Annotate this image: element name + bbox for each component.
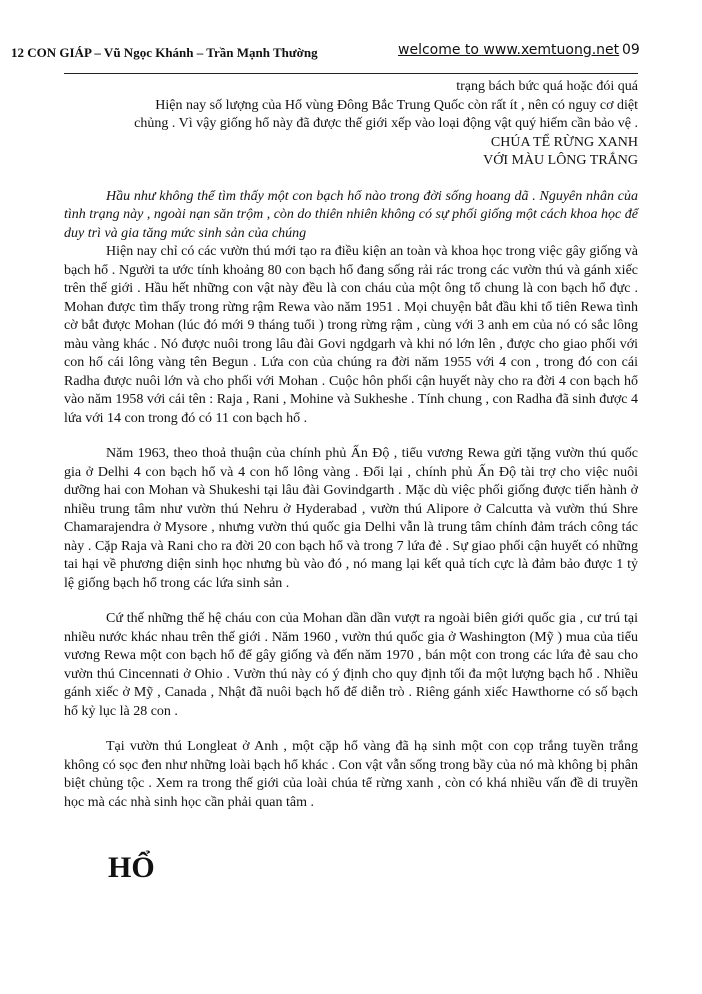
spacer <box>64 171 638 188</box>
paragraph-1963: Năm 1963, theo thoả thuận của chính phủ Ấn Độ , tiểu vương Rewa gửi tặng vườn thú quốc gia ở Delhi 4 con bạch hổ và 4 con hổ lông vàng . Đổi lại , chính phủ Ấn Độ tài trợ cho việc nuôi dưỡng hai con Mohan và Shukeshi tại lâu đài Govindgarth . Mặc dù việc phối giống được tiến hành ở nhiều trung tâm như vườn thú Nehru ở Hyderabad , vườn thú Alipore ở Calcutta và vườn thú Shre Chamarajendra ở Mysore , nhưng vườn thú quốc gia Delhi vẫn là trung tâm chính đảm trách công tác này . Cặp Raja và Rani cho ra đời 20 con bạch hổ và trong 7 lứa đẻ . Sự giao phối cận huyết có những tai hại về phương diện sinh học nhưng bù vào đó , nó mang lại kết quả tích cực là đảm bảo được 1 tỷ lệ giống bạch hổ trong các lứa sinh sản . <box>64 446 638 591</box>
paragraph-intro: Hầu như không thể tìm thấy một con bạch hổ nào trong đời sống hoang dã . Nguyên nhân của tình trạng này , ngoài nạn săn trộm , còn do thiên nhiên không có sự phối giống một cách khoa học để duy trì và gia tăng mức sinh sản của chúng <box>64 188 638 241</box>
book-title: 12 CON GIÁP – Vũ Ngọc Khánh – Trần Mạnh Thường <box>11 45 318 60</box>
intro-line-2: chủng . Vì vậy giống hổ này đã được thế giới xếp vào loại động vật quý hiếm cần bảo vệ . <box>134 116 638 131</box>
header-divider <box>64 73 638 74</box>
continued-fragment: trạng bách bức quá hoặc đói quá <box>456 79 638 94</box>
page-body <box>64 78 638 812</box>
page-number: 09 <box>622 42 640 58</box>
section-heading-ho: HỔ <box>108 851 155 884</box>
spacer <box>64 721 638 738</box>
intro-line-1: Hiện nay số lượng của Hổ vùng Đông Bắc Trung Quốc còn rất ít , nên có nguy cơ diệt <box>155 97 638 113</box>
paragraph-longleat: Tại vườn thú Longleat ở Anh , một cặp hổ vàng đã hạ sinh một con cọp trắng tuyền trắng không có sọc đen như những loài bạch hổ khác . Con vật vẫn sống trong bầy của nó mà không bị phân biệt chủng tộc . Xem ra trong thế giới của loài chúa tể rừng xanh , còn có khá nhiều vấn đề di truyền học mà các nhà sinh học cần phải quan tâm . <box>64 739 638 810</box>
website-link[interactable]: welcome to www.xemtuong.net <box>398 42 620 58</box>
spacer <box>64 428 638 445</box>
section-title-line-2: VỚI MÀU LÔNG TRẮNG <box>483 153 638 168</box>
section-title-line-1: CHÚA TỂ RỪNG XANH <box>490 134 638 150</box>
paragraph-mohan: Hiện nay chỉ có các vườn thú mới tạo ra điều kiện an toàn và khoa học trong việc gây giống và bạch hổ . Người ta ước tính khoảng 80 con bạch hổ đang sống rải rác trong các vườn thú và gánh xiếc trên thế giới . Hầu hết những con vật này đều là con cháu của một ông tổ chung là con bạch hổ đực . Mohan được tìm thấy trong rừng rậm Rewa vào năm 1951 . Mọi chuyện bắt đầu khi tổ tiên Rewa tình cờ bắt được Mohan (lúc đó mới 9 tháng tuổi ) trong rừng rậm , cùng với 3 anh em của nó có sắc lông màu vàng khác . Nó được nuôi trong lâu đài Govi ngdgarh và khi nó lớn lên , được cho giao phối với con hổ cái lông vàng tên Begun . Lứa con của chúng ra đời năm 1955 với 4 con , trong đó con cái Radha được nuôi lớn và cho phối với Mohan . Cuộc hôn phối cận huyết này cho ra đời 4 con bạch hổ vào năm 1958 với cái tên : Raja , Rani , Mohine và Sukheshe . Tính chung , con Radha đã sinh được 4 lứa với 14 con trong đó có 11 con bạch hổ . <box>64 244 638 426</box>
paragraph-descendants: Cứ thế những thế hệ cháu con của Mohan dần dần vượt ra ngoài biên giới quốc gia , cư trú tại nhiều nước khác nhau trên thế giới . Năm 1960 , vườn thú quốc gia ở Washington (Mỹ ) mua của tiểu vương Rewa một con bạch hổ để gây giống và đến năm 1970 , bán một con trong các lứa đẻ sau cho vườn thú Cincennati ở Ohio . Vườn thú này có ý định cho quy định tối đa một lượng bạch hổ . Nhiều gánh xiếc ở Mỹ , Canada , Nhật đã nuôi bạch hổ để diễn trò . Riêng gánh xiếc Hawthorne có số bạch hổ kỷ lục là 28 con . <box>64 611 638 719</box>
spacer <box>64 593 638 610</box>
page-header <box>0 42 702 62</box>
